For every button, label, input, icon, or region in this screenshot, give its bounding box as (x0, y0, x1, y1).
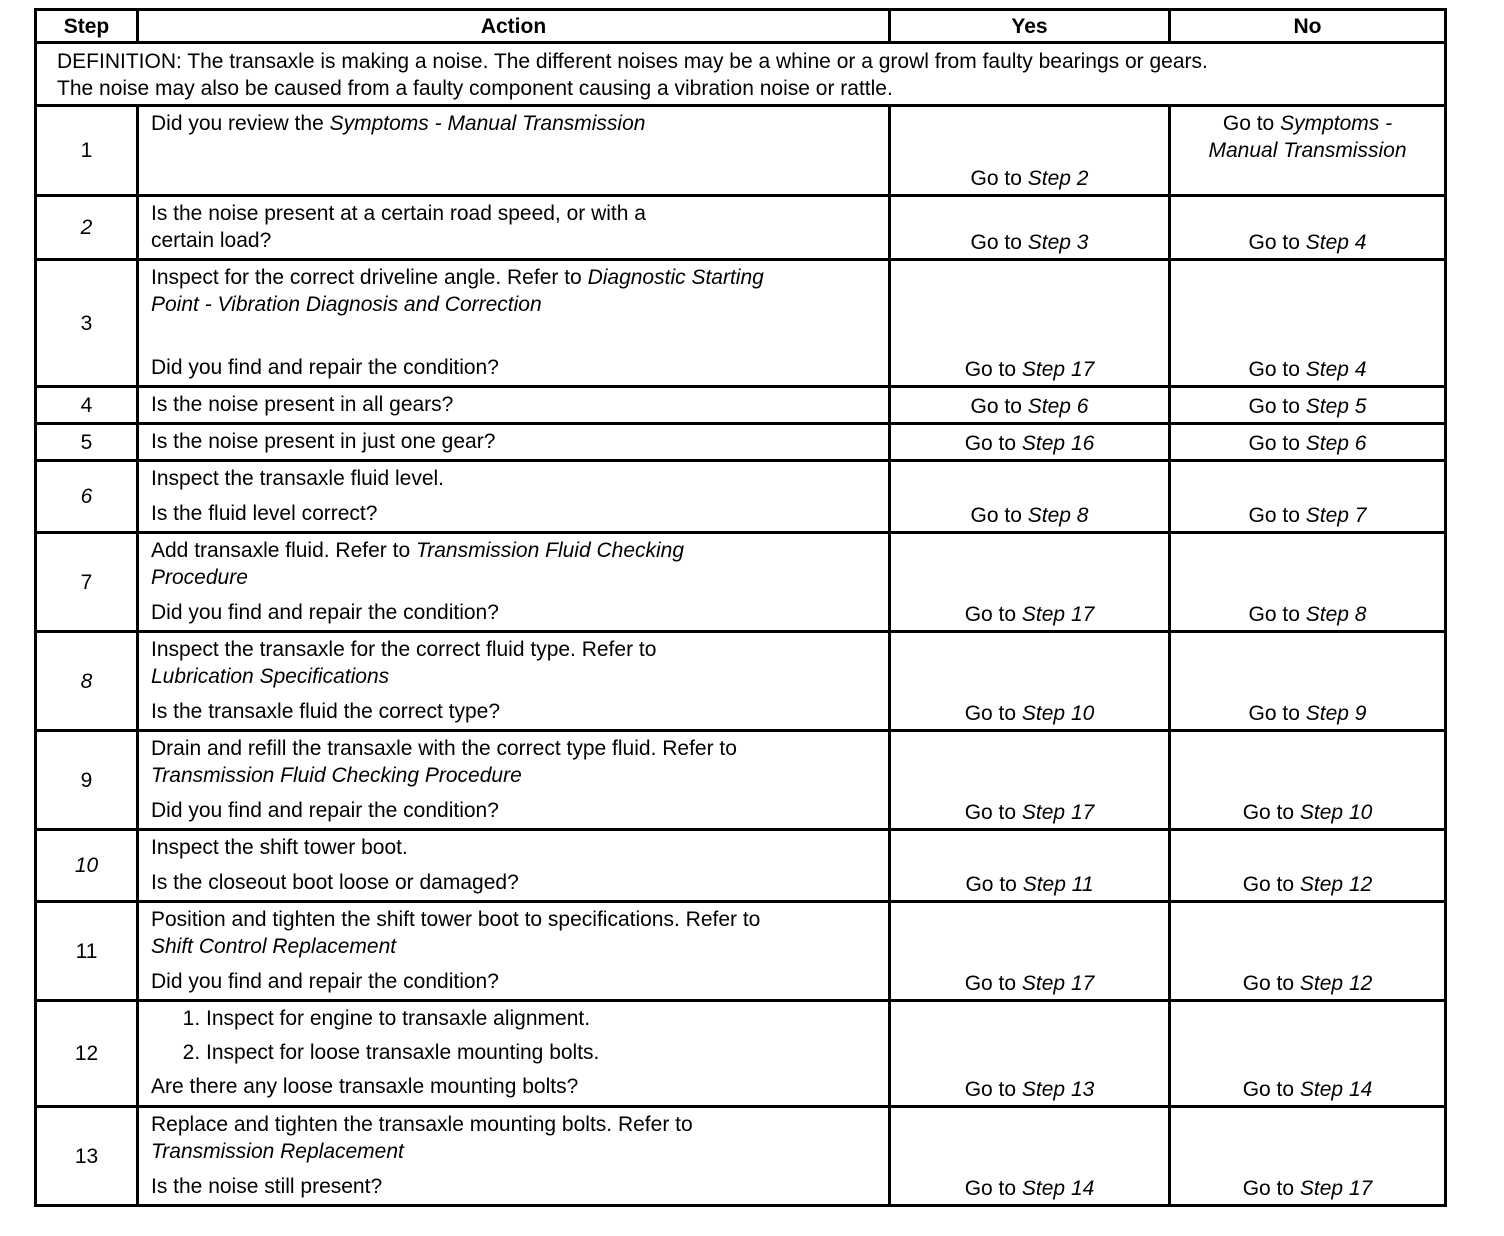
no-cell (1170, 260, 1446, 387)
action-cell (138, 106, 890, 196)
yes-cell (890, 632, 1170, 731)
no-step-link: Step 4 (1305, 231, 1367, 254)
action-text: certain load? (151, 229, 272, 252)
yes-step-link: Step 8 (1027, 504, 1089, 527)
no-cell (1170, 196, 1446, 260)
step-row-2 (36, 196, 1446, 260)
definition-row (36, 43, 1446, 106)
go-to-label: Go to (1242, 801, 1295, 824)
list-item: 1. Inspect for engine to transaxle alignment. (206, 1005, 880, 1032)
yes-step-link: Step 17 (1021, 972, 1095, 995)
step-number: 10 (36, 830, 138, 902)
step-row-8 (36, 632, 1446, 731)
no-step-link: Step 4 (1305, 358, 1367, 381)
go-to-label: Go to (1222, 112, 1275, 135)
yes-cell (890, 424, 1170, 461)
yes-cell (890, 106, 1170, 196)
go-to-label: Go to (1242, 972, 1295, 995)
go-to-label: Go to (1248, 432, 1300, 455)
yes-step-link: Step 3 (1027, 231, 1089, 254)
go-to-label: Go to (970, 395, 1022, 418)
go-to-label: Go to (1242, 1177, 1295, 1200)
action-question: Did you find and repair the condition? (151, 601, 499, 624)
yes-cell (890, 902, 1170, 1001)
no-cell (1170, 1001, 1446, 1107)
action-cell (138, 632, 890, 731)
step-row-1 (36, 106, 1446, 196)
step-row-3 (36, 260, 1446, 387)
action-reference: Point - Vibration Diagnosis and Correction (151, 293, 542, 316)
header-yes: Yes (890, 10, 1170, 43)
yes-step-link: Step 11 (1022, 873, 1094, 896)
definition-line-1: DEFINITION: The transaxle is making a noise. The different noises may be a whine or a growl from faulty bearings or gears. (57, 50, 1208, 73)
header-no: No (1170, 10, 1446, 43)
yes-cell (890, 1001, 1170, 1107)
step-number: 11 (36, 902, 138, 1001)
action-text: Inspect the transaxle for the correct fluid type. Refer to (151, 638, 657, 661)
action-question: Did you find and repair the condition? (151, 799, 499, 822)
yes-step-link: Step 17 (1021, 358, 1095, 381)
step-number: 13 (36, 1107, 138, 1206)
go-to-label: Go to (1248, 395, 1300, 418)
no-cell (1170, 1107, 1446, 1206)
action-cell (138, 1001, 890, 1107)
step-row-6 (36, 461, 1446, 533)
go-to-label: Go to (965, 873, 1017, 896)
action-text: Inspect for the correct driveline angle. Refer to (151, 266, 588, 289)
go-to-label: Go to (964, 603, 1017, 626)
yes-cell (890, 1107, 1170, 1206)
step-number: 3 (36, 260, 138, 387)
action-text: Is the noise present in all gears? (151, 393, 454, 416)
no-step-link: Step 14 (1299, 1078, 1373, 1101)
yes-cell (890, 533, 1170, 632)
header-row (36, 10, 1446, 43)
action-cell (138, 196, 890, 260)
no-cell (1170, 731, 1446, 830)
action-cell (138, 424, 890, 461)
action-reference: Symptoms - Manual Transmission (329, 112, 646, 135)
no-step-link: Step 12 (1299, 873, 1373, 896)
step-row-5 (36, 424, 1446, 461)
action-cell (138, 731, 890, 830)
step-row-9 (36, 731, 1446, 830)
no-reference: Symptoms - (1280, 112, 1393, 135)
action-question: Is the fluid level correct? (151, 502, 378, 525)
action-reference: Diagnostic Starting (587, 266, 764, 289)
action-question: Did you find and repair the condition? (151, 356, 499, 379)
yes-cell (890, 830, 1170, 902)
action-text: Add transaxle fluid. Refer to (151, 539, 416, 562)
go-to-label: Go to (964, 801, 1017, 824)
action-cell (138, 260, 890, 387)
step-number: 12 (36, 1001, 138, 1107)
step-row-13 (36, 1107, 1446, 1206)
go-to-label: Go to (970, 231, 1022, 254)
action-reference: Transmission Fluid Checking Procedure (151, 764, 522, 787)
action-text: Inspect the transaxle fluid level. (151, 467, 444, 490)
action-reference: Transmission Replacement (151, 1140, 404, 1163)
action-text: Is the noise present at a certain road speed, or with a (151, 202, 646, 225)
action-reference: Shift Control Replacement (151, 935, 397, 958)
header-action: Action (138, 10, 890, 43)
go-to-label: Go to (1242, 1078, 1295, 1101)
action-cell (138, 533, 890, 632)
step-number: 1 (36, 106, 138, 196)
action-text: Inspect the shift tower boot. (151, 836, 408, 859)
action-cell (138, 1107, 890, 1206)
no-step-link: Step 17 (1299, 1177, 1373, 1200)
go-to-label: Go to (1248, 231, 1300, 254)
go-to-label: Go to (964, 432, 1017, 455)
no-cell (1170, 533, 1446, 632)
no-step-link: Step 7 (1305, 504, 1367, 527)
action-reference: Transmission Fluid Checking (415, 539, 685, 562)
no-cell (1170, 902, 1446, 1001)
action-list (151, 1005, 880, 1066)
step-number: 7 (36, 533, 138, 632)
no-cell (1170, 632, 1446, 731)
step-number: 8 (36, 632, 138, 731)
action-question: Is the noise still present? (151, 1175, 383, 1198)
yes-step-link: Step 13 (1021, 1078, 1095, 1101)
go-to-label: Go to (1248, 603, 1300, 626)
action-cell (138, 830, 890, 902)
step-row-7 (36, 533, 1446, 632)
step-row-4 (36, 387, 1446, 424)
yes-step-link: Step 16 (1021, 432, 1095, 455)
go-to-label: Go to (964, 1078, 1017, 1101)
action-cell (138, 461, 890, 533)
step-row-11 (36, 902, 1446, 1001)
definition-line-2: The noise may also be caused from a faulty component causing a vibration noise or rattle. (57, 77, 893, 100)
no-cell (1170, 106, 1446, 196)
no-cell (1170, 830, 1446, 902)
action-text: Drain and refill the transaxle with the correct type fluid. Refer to (151, 737, 737, 760)
yes-step-link: Step 10 (1021, 702, 1095, 725)
diagnostic-table (34, 8, 1447, 1207)
go-to-label: Go to (970, 504, 1022, 527)
step-number: 2 (36, 196, 138, 260)
yes-cell (890, 387, 1170, 424)
no-step-link: Step 6 (1305, 432, 1367, 455)
no-step-link: Step 12 (1299, 972, 1373, 995)
step-number: 9 (36, 731, 138, 830)
action-reference: Lubrication Specifications (151, 665, 390, 688)
no-step-link: Step 8 (1305, 603, 1367, 626)
go-to-label: Go to (964, 972, 1017, 995)
yes-cell (890, 196, 1170, 260)
no-cell (1170, 387, 1446, 424)
go-to-label: Go to (964, 702, 1017, 725)
definition-cell (36, 43, 1446, 106)
go-to-label: Go to (970, 167, 1022, 190)
step-row-12 (36, 1001, 1446, 1107)
action-text: Position and tighten the shift tower boot to specifications. Refer to (151, 908, 761, 931)
action-question: Are there any loose transaxle mounting bolts? (151, 1075, 579, 1098)
no-step-link: Step 10 (1299, 801, 1373, 824)
step-number: 4 (36, 387, 138, 424)
action-text: Replace and tighten the transaxle mounting bolts. Refer to (151, 1113, 693, 1136)
action-text: Did you review the (151, 112, 330, 135)
action-question: Did you find and repair the condition? (151, 970, 499, 993)
yes-step-link: Step 17 (1021, 603, 1095, 626)
action-question: Is the closeout boot loose or damaged? (151, 871, 519, 894)
go-to-label: Go to (1242, 873, 1295, 896)
action-cell (138, 387, 890, 424)
yes-step-link: Step 14 (1021, 1177, 1095, 1200)
no-cell (1170, 461, 1446, 533)
action-text: Is the noise present in just one gear? (151, 430, 496, 453)
go-to-label: Go to (1248, 504, 1300, 527)
no-step-link: Step 5 (1305, 395, 1367, 418)
step-number: 5 (36, 424, 138, 461)
go-to-label: Go to (1248, 702, 1300, 725)
go-to-label: Go to (964, 358, 1017, 381)
action-question: Is the transaxle fluid the correct type? (151, 700, 501, 723)
no-step-link: Step 9 (1305, 702, 1367, 725)
header-step: Step (36, 10, 138, 43)
action-reference: Procedure (151, 566, 248, 589)
action-cell (138, 902, 890, 1001)
yes-step-link: Step 6 (1027, 395, 1089, 418)
step-row-10 (36, 830, 1446, 902)
yes-step-link: Step 17 (1021, 801, 1095, 824)
go-to-label: Go to (964, 1177, 1017, 1200)
step-number: 6 (36, 461, 138, 533)
no-cell (1170, 424, 1446, 461)
yes-cell (890, 260, 1170, 387)
yes-step-link: Step 2 (1027, 167, 1089, 190)
yes-cell (890, 731, 1170, 830)
yes-cell (890, 461, 1170, 533)
no-reference: Manual Transmission (1208, 139, 1407, 162)
go-to-label: Go to (1248, 358, 1300, 381)
list-item: 2. Inspect for loose transaxle mounting bolts. (206, 1039, 880, 1066)
